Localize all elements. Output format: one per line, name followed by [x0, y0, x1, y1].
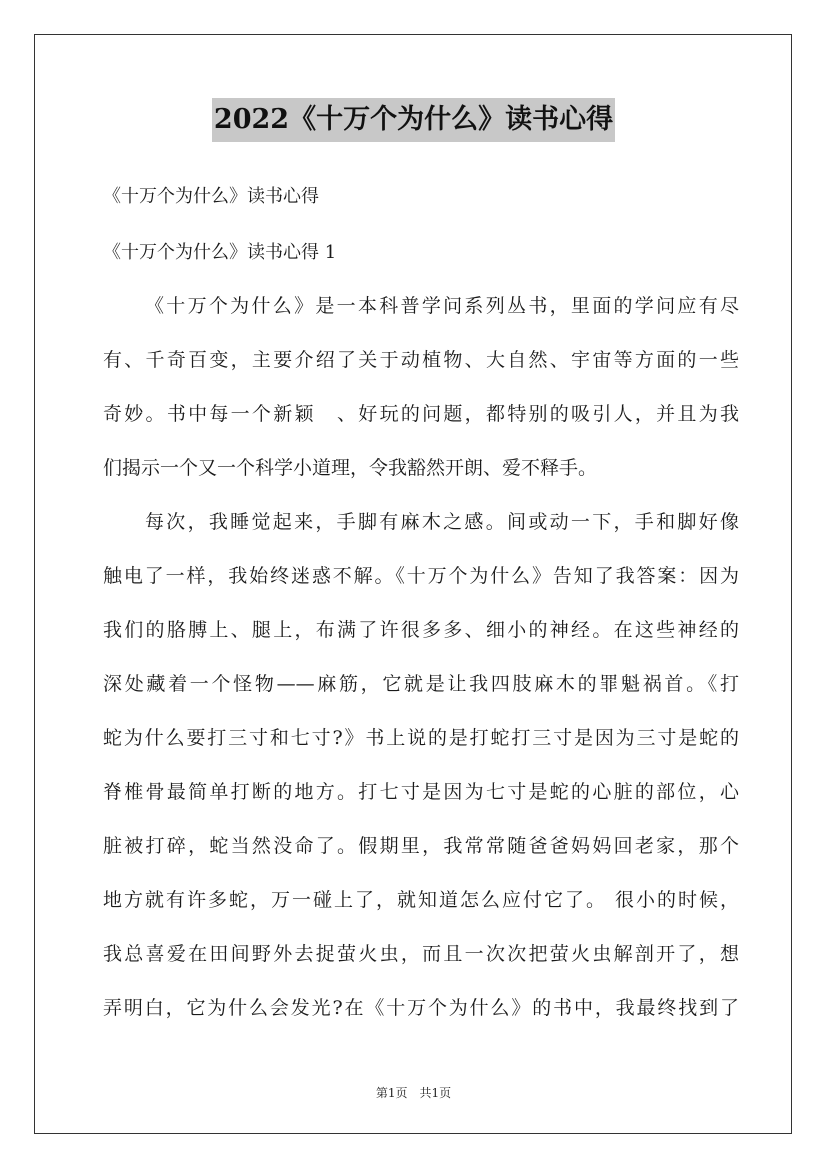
body-line: 脏被打碎，蛇当然没命了。假期里，我常常随爸爸妈妈回老家，那个: [103, 835, 739, 857]
body-line: 我总喜爱在田间野外去捉萤火虫，而且一次次把萤火虫解剖开了，想: [103, 943, 739, 965]
body-line: 每次，我睡觉起来，手脚有麻木之感。间或动一下，手和脚好像: [145, 511, 739, 533]
document-subtitle: 《十万个为什么》读书心得: [103, 186, 319, 207]
title-container: [0, 98, 827, 142]
body-line: 有、千奇百变，主要介绍了关于动植物、大自然、宇宙等方面的一些: [103, 349, 739, 371]
body-line: 弄明白，它为什么会发光?在《十万个为什么》的书中，我最终找到了: [103, 997, 739, 1019]
body-line: 触电了一样，我始终迷惑不解。《十万个为什么》告知了我答案：因为: [103, 565, 739, 587]
body-line: 们揭示一个又一个科学小道理，令我豁然开朗、爱不释手。: [103, 457, 598, 479]
document-title: 2022《十万个为什么》读书心得: [212, 98, 615, 142]
body-line: 地方就有许多蛇，万一碰上了，就知道怎么应付它了。 很小的时候，: [103, 889, 739, 911]
body-line: 奇妙。书中每一个新颖 、好玩的问题，都特别的吸引人，并且为我: [103, 403, 739, 425]
body-line: 蛇为什么要打三寸和七寸?》书上说的是打蛇打三寸是因为三寸是蛇的: [103, 727, 739, 749]
body-line: 《十万个为什么》是一本科普学问系列丛书，里面的学问应有尽: [145, 295, 739, 317]
body-line: 我们的胳膊上、腿上，布满了许很多多、细小的神经。在这些神经的: [103, 619, 739, 641]
page-footer: 第1页 共1页: [375, 1086, 452, 1100]
body-line: 脊椎骨最简单打断的地方。打七寸是因为七寸是蛇的心脏的部位，心: [103, 781, 739, 803]
body-line: 深处藏着一个怪物——麻筋，它就是让我四肢麻木的罪魁祸首。《打: [103, 673, 739, 695]
section-heading: 《十万个为什么》读书心得 1: [103, 242, 337, 263]
